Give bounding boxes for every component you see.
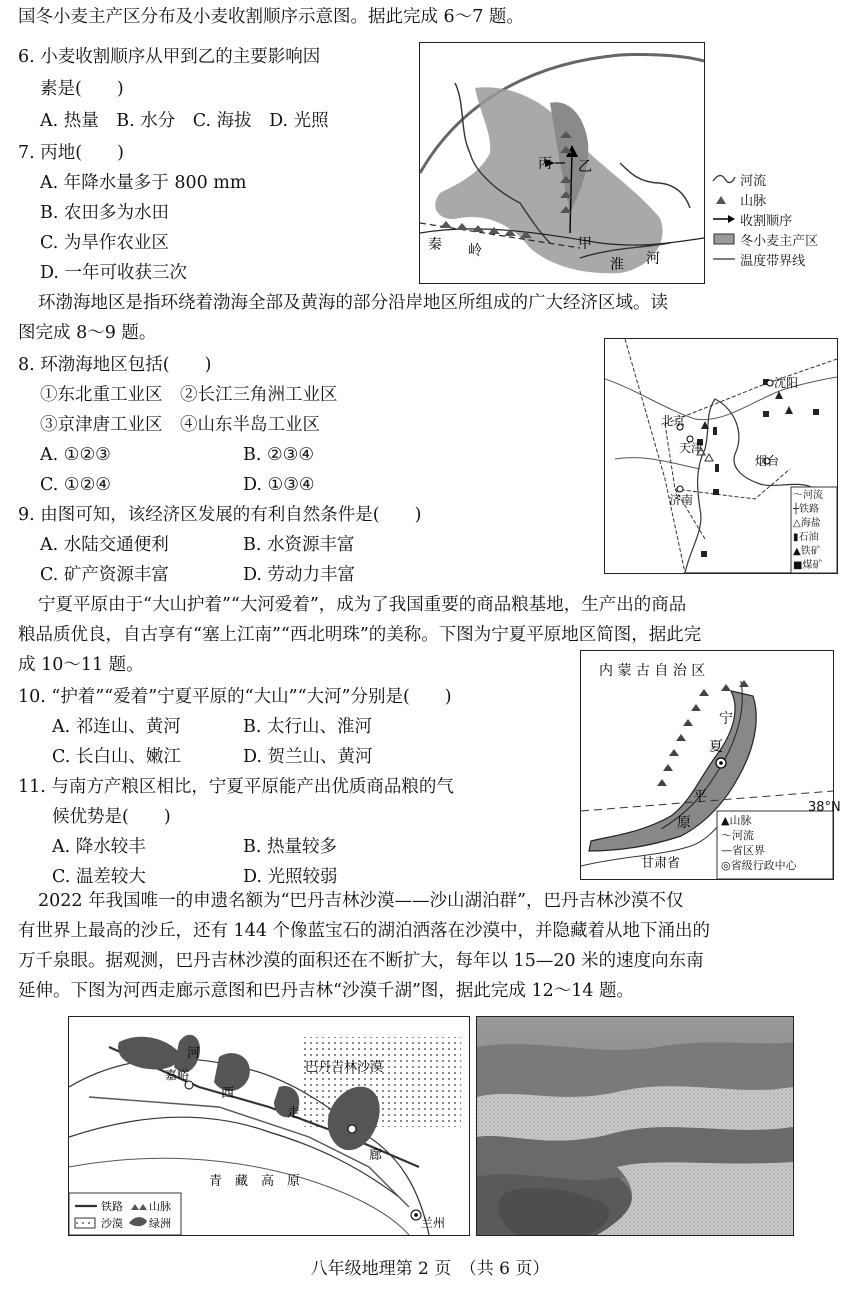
label-corridor-zou: 走 <box>287 1106 301 1121</box>
city-yantai: 烟台 <box>755 454 780 468</box>
q10-option-b: B. 太行山、淮河 <box>243 717 372 737</box>
q8-option-d: D. ①③④ <box>243 475 315 495</box>
city-jinan: 济南 <box>669 493 694 507</box>
q7-option-c: C. 为旱作农业区 <box>40 233 169 253</box>
q6-options: A. 热量 B. 水分 C. 海拔 D. 光照 <box>40 111 329 131</box>
label-desert: 巴丹吉林沙漠 <box>305 1060 384 1075</box>
q8-items-1: ①东北重工业区 ②长江三角洲工业区 <box>40 385 338 405</box>
intro-12-14-1: 2022 年我国唯一的申遗名额为“巴丹吉林沙漠——沙山湖泊群”，巴丹吉林沙漠不仅 <box>38 891 684 911</box>
intro-8-9-2: 图完成 8～9 题。 <box>18 323 157 343</box>
q8-items-2: ③京津唐工业区 ④山东半岛工业区 <box>40 415 320 435</box>
legend-mountain: 山脉 <box>149 1200 171 1213</box>
legend-iron: 铁矿 <box>800 546 821 557</box>
intro-6-7: 国冬小麦主产区分布及小麦收割顺序示意图。据此完成 6～7 题。 <box>18 7 524 27</box>
region-inner-mongolia: 内 蒙 古 自 治 区 <box>599 663 706 679</box>
q7-option-d: D. 一年可收获三次 <box>40 263 188 283</box>
label-ling: 岭 <box>468 243 482 259</box>
legend-temp-boundary: 温度带界线 <box>740 254 806 269</box>
intro-12-14-4: 延伸。下图为河西走廊示意图和巴丹吉林“沙漠千湖”图，据此完成 12～14 题。 <box>18 981 635 1001</box>
plain-char-ping: 平 <box>693 789 707 805</box>
city-tianjin: 天津 <box>679 441 704 455</box>
q9-option-c: C. 矿产资源丰富 <box>40 565 169 585</box>
q9-option-b: B. 水资源丰富 <box>243 535 355 555</box>
label-qin: 秦 <box>428 237 442 253</box>
legend-capital: 省级行政中心 <box>730 859 797 872</box>
q7-option-b: B. 农田多为水田 <box>40 203 169 223</box>
legend-river: 河流 <box>803 490 823 501</box>
intro-12-14-2: 有世界上最高的沙丘，还有 144 个像蓝宝石的湖泊洒落在沙漠中，并隐藏着从地下涌出的 <box>18 921 711 941</box>
intro-12-14-3: 万千泉眼。据观测，巴丹吉林沙漠的面积还在不断扩大，每年以 15—20 米的速度向东南 <box>18 951 704 971</box>
legend-railway: 铁路 <box>101 1200 123 1213</box>
intro-10-11-2: 粮品质优良，自古享有“塞上江南”“西北明珠”的美称。下图为宁夏平原地区简图，据此完 <box>18 625 702 645</box>
q8-option-a: A. ①②③ <box>40 445 111 465</box>
legend-province-boundary: 省区界 <box>732 844 765 857</box>
legend-mountain: 山脉 <box>740 194 767 209</box>
label-he: 河 <box>646 251 660 267</box>
page-footer: 八年级地理第 2 页 （共 6 页） <box>310 1259 550 1279</box>
q6-stem-2: 素是( ) <box>40 79 124 99</box>
region-gansu: 甘肃省 <box>641 856 681 871</box>
city-jiayuguan: 嘉峪 <box>165 1068 190 1082</box>
legend-river: 河流 <box>732 829 754 842</box>
legend-mountain: 山脉 <box>729 814 752 827</box>
q8-option-c: C. ①②④ <box>40 475 111 495</box>
q10-option-a: A. 祁连山、黄河 <box>52 717 181 737</box>
label-plateau: 青 藏 高 原 <box>209 1174 301 1189</box>
plain-char-xia: 夏 <box>709 739 723 755</box>
label-bing: 丙 <box>538 156 552 172</box>
label-yi: 乙 <box>578 159 592 175</box>
legend-river: 河流 <box>740 174 767 189</box>
legend-railway: 铁路 <box>799 504 820 515</box>
legend-oasis: 绿洲 <box>149 1217 171 1230</box>
label-huai: 淮 <box>610 257 624 273</box>
label-corridor-lang: 廊 <box>369 1148 383 1163</box>
q11-stem-2: 候优势是( ) <box>52 807 171 827</box>
intro-10-11-3: 成 10～11 题。 <box>18 655 144 675</box>
city-lanzhou: 兰州 <box>421 1216 446 1230</box>
wheat-map <box>419 42 705 284</box>
q11-stem-1: 11. 与南方产粮区相比，宁夏平原能产出优质商品粮的气 <box>18 777 454 797</box>
latitude-label: 38°N <box>808 800 841 815</box>
legend-harvest: 收割顺序 <box>740 214 793 229</box>
city-shenyang: 沈阳 <box>774 376 799 390</box>
legend-coal: 煤矿 <box>802 560 823 571</box>
legend-wheat-zone: 冬小麦主产区 <box>740 234 819 249</box>
bohai-map <box>604 338 838 574</box>
q10-option-d: D. 贺兰山、黄河 <box>243 747 373 767</box>
ningxia-legend: ▲山脉 ～河流 —省区界 ◎省级行政中心 <box>721 814 797 872</box>
intro-10-11-1: 宁夏平原由于“大山护着”“大河爱着”，成为了我国重要的商品粮基地，生产出的商品 <box>38 595 687 615</box>
q6-stem-1: 6. 小麦收割顺序从甲到乙的主要影响因 <box>18 47 321 67</box>
legend-oil: 石油 <box>798 532 819 543</box>
plain-char-ning: 宁 <box>719 711 733 727</box>
q8-stem: 8. 环渤海地区包括( ) <box>18 355 212 375</box>
city-beijing: 北京 <box>661 414 686 428</box>
q11-option-d: D. 光照较弱 <box>243 867 338 887</box>
q7-stem: 7. 丙地( ) <box>18 143 124 163</box>
ningxia-map <box>580 650 834 880</box>
desert-lakes-photo <box>476 1016 794 1236</box>
q11-option-c: C. 温差较大 <box>52 867 146 887</box>
q8-option-b: B. ②③④ <box>243 445 315 465</box>
bohai-map-legend: ～河流 ┼铁路 △海盐 ▮石油 ▲铁矿 ■煤矿 <box>793 490 823 571</box>
label-jia: 甲 <box>578 236 592 252</box>
q11-option-a: A. 降水较丰 <box>52 837 146 857</box>
q9-option-d: D. 劳动力丰富 <box>243 565 356 585</box>
q10-stem: 10. “护着”“爱着”宁夏平原的“大山”“大河”分别是( ) <box>18 687 452 707</box>
plain-char-yuan: 原 <box>677 815 691 831</box>
q7-option-a: A. 年降水量多于 800 mm <box>40 173 247 193</box>
q10-option-c: C. 长白山、嫩江 <box>52 747 181 767</box>
label-corridor-xi: 西 <box>221 1086 235 1101</box>
hexi-corridor-map <box>68 1016 470 1236</box>
intro-8-9-1: 环渤海地区是指环绕着渤海全部及黄海的部分沿岸地区所组成的广大经济区域。读 <box>38 293 668 313</box>
legend-salt: 海盐 <box>800 518 821 529</box>
q9-stem: 9. 由图可知，该经济区发展的有利自然条件是( ) <box>18 505 422 525</box>
q9-option-a: A. 水陆交通便利 <box>40 535 169 555</box>
legend-desert: 沙漠 <box>101 1217 123 1230</box>
wheat-map-legend <box>712 172 818 272</box>
q11-option-b: B. 热量较多 <box>243 837 337 857</box>
label-corridor-he: 河 <box>187 1046 201 1061</box>
